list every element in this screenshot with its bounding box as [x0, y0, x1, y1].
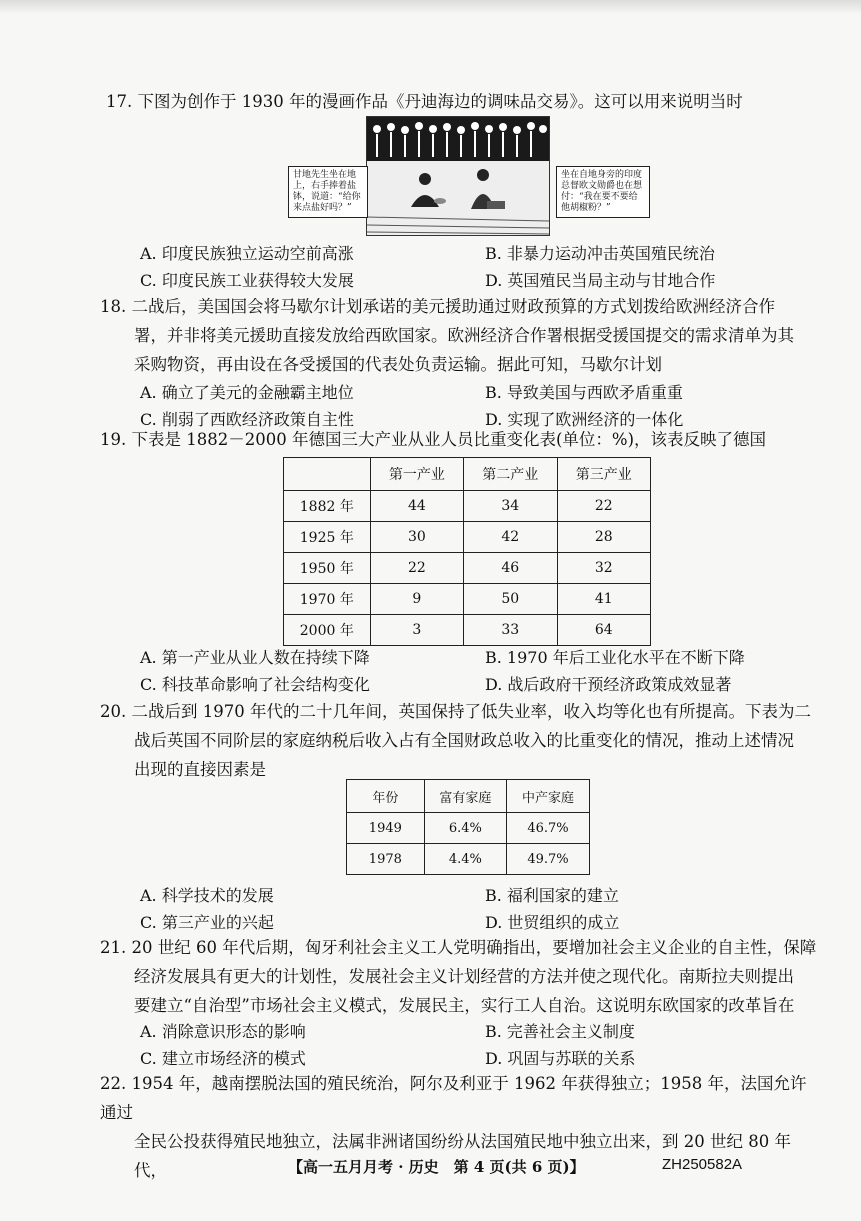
option-a: A. 确立了美元的金融霸主地位 — [140, 383, 354, 402]
question-18-line-3: 采购物资，再由设在各受援国的代表处负责运输。据此可知，马歇尔计划 — [134, 355, 662, 374]
table-cell: 50 — [464, 584, 557, 615]
question-17-stem: 17. 下图为创作于 1930 年的漫画作品《丹迪海边的调味品交易》。这可以用来说明当时 — [106, 92, 743, 111]
table-cell: 22 — [557, 491, 650, 522]
question-21-stem — [100, 933, 820, 1020]
option-b: B. 福利国家的建立 — [485, 886, 619, 905]
question-21-line-2: 经济发展具有更大的计划性，发展社会主义计划经营的方法并使之现代化。南斯拉夫则提出 — [134, 967, 794, 986]
question-19-options — [140, 644, 830, 698]
table-cell: 1950 年 — [284, 553, 371, 584]
table-cell: 64 — [557, 615, 650, 646]
question-22-line-1: 22. 1954 年，越南摆脱法国的殖民统治，阿尔及利亚于 1962 年获得独立；1958 年，法国允许通过 — [100, 1074, 807, 1122]
option-d: D. 英国殖民当局主动与甘地合作 — [485, 271, 716, 290]
option-d: D. 实现了欧洲经济的一体化 — [485, 410, 684, 429]
question-20-stem — [100, 697, 820, 784]
question-18-line-2: 署，并非将美元援助直接发放给西欧国家。欧洲经济合作署根据受援国提交的需求清单为其 — [134, 326, 794, 345]
question-22-line-2: 全民公投获得殖民地独立，法属非洲诸国纷纷从法国殖民地中独立出来，到 20 世纪 80 年代， — [134, 1132, 791, 1180]
option-a: A. 第一产业从业人数在持续下降 — [140, 648, 370, 667]
option-c: C. 科技革命影响了社会结构变化 — [140, 675, 370, 694]
table-cell: 1978 — [347, 844, 425, 875]
cartoon-image — [366, 116, 550, 236]
table-cell: 1970 年 — [284, 584, 371, 615]
option-b: B. 导致美国与西欧矛盾重重 — [485, 383, 683, 402]
question-20-line-1: 20. 二战后到 1970 年代的二十几年间，英国保持了低失业率，收入均等化也有所提高。下表为二 — [100, 702, 811, 721]
table-header-cell: 富有家庭 — [424, 780, 506, 813]
option-a: A. 科学技术的发展 — [140, 886, 274, 905]
cartoon-drawing — [367, 117, 549, 235]
table-cell: 6.4% — [424, 813, 506, 844]
option-d: D. 巩固与苏联的关系 — [485, 1049, 636, 1068]
table-cell: 41 — [557, 584, 650, 615]
question-18-stem — [100, 292, 820, 379]
speech-bubble-right: 坐在自地身旁的印度总督欧文勋爵也在想付：“我在要不要给他胡椒粉？” — [556, 166, 650, 218]
question-21-line-1: 21. 20 世纪 60 年代后期，匈牙利社会主义工人党明确指出，要增加社会主义企业的自主性，保障 — [100, 938, 817, 957]
option-c: C. 印度民族工业获得较大发展 — [140, 271, 354, 290]
table-row — [284, 553, 651, 584]
table-row — [347, 813, 590, 844]
table-header-row — [284, 458, 651, 491]
table-cell: 2000 年 — [284, 615, 371, 646]
table-row — [284, 491, 651, 522]
table-header-cell: 第三产业 — [557, 458, 650, 491]
table-cell: 1925 年 — [284, 522, 371, 553]
table-header-row — [347, 780, 590, 813]
question-20-options — [140, 882, 830, 936]
table-cell: 3 — [370, 615, 463, 646]
table-cell: 46 — [464, 553, 557, 584]
income-table — [346, 779, 590, 875]
table-header-cell: 年份 — [347, 780, 425, 813]
table-row — [347, 844, 590, 875]
option-b: B. 完善社会主义制度 — [485, 1022, 635, 1041]
table-cell: 42 — [464, 522, 557, 553]
table-cell: 4.4% — [424, 844, 506, 875]
table-row — [284, 522, 651, 553]
question-21-options — [140, 1018, 830, 1072]
speech-bubble-left: 甘地先生坐在地上，右手捧着盐钵，说道：“给你来点盐好吗？” — [288, 166, 368, 218]
table-cell: 33 — [464, 615, 557, 646]
table-cell: 1949 — [347, 813, 425, 844]
question-18-line-1: 18. 二战后，美国国会将马歇尔计划承诺的美元援助通过财政预算的方式划拨给欧洲经济合作 — [100, 297, 775, 316]
table-row — [284, 584, 651, 615]
option-b: B. 非暴力运动冲击英国殖民统治 — [485, 244, 715, 263]
footer-title: 【高一五月月考 · 历史 第 4 页(共 6 页)】 — [288, 1158, 585, 1176]
option-d: D. 世贸组织的成立 — [485, 913, 620, 932]
option-a: A. 印度民族独立运动空前高涨 — [140, 244, 354, 263]
table-cell: 32 — [557, 553, 650, 584]
table-row — [284, 615, 651, 646]
option-b: B. 1970 年后工业化水平在不断下降 — [485, 648, 745, 667]
scan-edge — [0, 0, 861, 14]
table-cell: 30 — [370, 522, 463, 553]
question-17-options — [140, 240, 830, 294]
table-cell: 44 — [370, 491, 463, 522]
question-20-line-3: 出现的直接因素是 — [134, 760, 266, 779]
table-header-cell: 中产家庭 — [507, 780, 590, 813]
table-cell: 49.7% — [507, 844, 590, 875]
question-20-line-2: 战后英国不同阶层的家庭纳税后收入占有全国财政总收入的比重变化的情况，推动上述情况 — [134, 731, 794, 750]
table-header-cell — [284, 458, 371, 491]
table-cell: 34 — [464, 491, 557, 522]
table-header-cell: 第二产业 — [464, 458, 557, 491]
question-21-line-3: 要建立“自治型”市场社会主义模式，发展民主，实行工人自治。这说明东欧国家的改革旨在 — [134, 996, 795, 1015]
option-c: C. 第三产业的兴起 — [140, 913, 274, 932]
question-19-stem: 19. 下表是 1882－2000 年德国三大产业从业人员比重变化表(单位：%)，该表反映了德国 — [100, 430, 767, 449]
option-c: C. 削弱了西欧经济政策自主性 — [140, 410, 354, 429]
table-cell: 28 — [557, 522, 650, 553]
option-a: A. 消除意识形态的影响 — [140, 1022, 306, 1041]
table-cell: 46.7% — [507, 813, 590, 844]
table-cell: 9 — [370, 584, 463, 615]
footer-code: ZH250582A — [662, 1156, 743, 1173]
table-cell: 22 — [370, 553, 463, 584]
table-header-cell: 第一产业 — [370, 458, 463, 491]
option-c: C. 建立市场经济的模式 — [140, 1049, 306, 1068]
option-d: D. 战后政府干预经济政策成效显著 — [485, 675, 732, 694]
table-cell: 1882 年 — [284, 491, 371, 522]
industry-table — [283, 457, 651, 646]
